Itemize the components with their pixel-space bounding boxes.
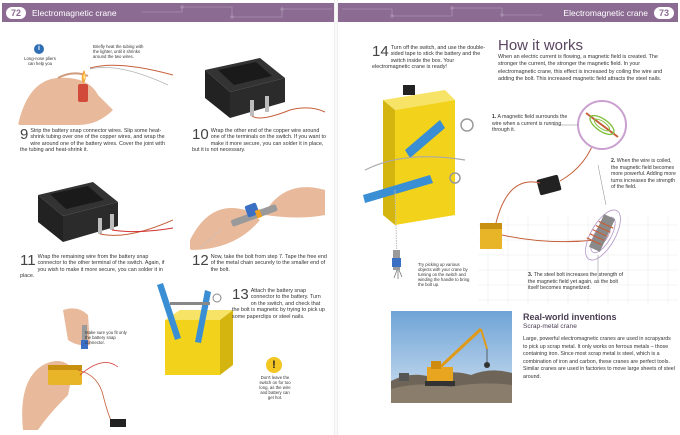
step-9 [20,128,170,154]
left-header-bar [2,3,334,22]
step13-crane-photo [145,280,240,380]
step-number: 10 [192,126,209,143]
step-11 [20,254,170,280]
step-text: Strip the battery snap connector wires. Slip some heat-shrink tubing over one of the copper wires, and wrap the wire around one of the battery wires. Cover the joint with the tubing and heat-shrink it. [20,128,165,154]
step-14 [372,45,487,71]
step-10 [192,128,327,154]
step10-photo [190,40,325,125]
step-number: 9 [20,126,29,143]
warning-note: Don't leave the switch on for too long, as the wire and battery can get hot. [259,375,291,400]
how-it-works-title: How it works [498,37,584,54]
step-text: Wrap the remaining wire from the battery snap connector to the other terminal of the switch. Again, if you wish to make it more secure, you can solder it in place. [20,254,165,280]
how-it-works-text: When an electric current is flowing, a magnetic field is created. The stronger the current, the stronger the magnetic field. In your electromagnetic crane, this effect is increased by coiling the wire and adding the bolt. This increased magnetic field attracts the steel nails. [498,54,663,83]
step12-photo [190,160,325,250]
info-icon: i [34,44,44,54]
circuit-pattern-icon [142,3,332,22]
step-text: Now, take the bolt from step 7. Tape the free end of the metal chain securely to the smaller end of the bolt. [210,254,327,273]
how-label-3: 3. The steel bolt increases the strength of the magnetic field yet again, as the bolt itself becomes magnetized. [528,272,624,292]
right-page-number: 73 [654,7,674,19]
step11-photo [18,160,173,250]
step-number: 12 [192,252,209,269]
step-number: 13 [232,286,249,303]
step14-crane-photo [345,80,485,280]
lighter-note: Briefly heat the tubing with the lighter, until it shrinks around the two wires. [93,44,144,59]
left-header-title: Electromagnetic crane [32,7,117,18]
circuit-pattern-icon [342,3,542,22]
warning-icon: ! [266,357,282,373]
step-text: Wrap the other end of the copper wire around one of the terminals on the switch. If you want to make it more secure, you can solder it in place, but it is not necessary. [192,128,327,154]
info-caption: Long-nose pliers can help you [24,56,56,66]
step13-hands-photo [18,285,138,430]
right-header-title: Electromagnetic crane [563,7,648,18]
step-number: 11 [20,252,36,269]
scrap-crane-photo [391,311,512,403]
how-label-2: 2. When the wire is coiled, the magnetic field becomes more powerful. Adding more turns increases the strength of the field. [611,158,676,191]
page-spine [334,0,338,435]
step-13 [232,288,327,320]
right-header-bar [338,3,678,22]
pickup-note: Try picking up various objects with your crane by turning on the switch and winding the handle to bring the bolt up. [418,262,470,287]
step-number: 14 [372,43,389,60]
real-world-text: Large, powerful electromagnetic cranes are used in scrapyards to pick up scrap metal. It only works on ferrous metals – those containing iron. Since most scrap metal is steel, which is a combination of iron and carbon, these cranes are perfect tools. Similar cranes are used in factories to move large sheets of steel around. [523,336,675,380]
how-label-1: 1. A magnetic field surrounds the wire when a current is running through it. [492,114,568,134]
step-text: Attach the battery snap connector to the battery. Turn on the switch, and check that the bolt is magnetic by trying to pick up some paperclips or steel nails. [232,288,325,320]
step-12 [192,254,327,273]
real-world-subtitle: Scrap-metal crane [523,323,577,330]
real-world-title: Real-world inventions [523,312,617,322]
battery-note: Make sure you fit only the battery snap connector. [85,330,127,345]
step-text: Turn off the switch, and use the double-sided tape to stick the battery and the switch inside the box. Your electromagnetic crane is ready! [372,45,486,71]
left-page-number: 72 [6,7,26,19]
